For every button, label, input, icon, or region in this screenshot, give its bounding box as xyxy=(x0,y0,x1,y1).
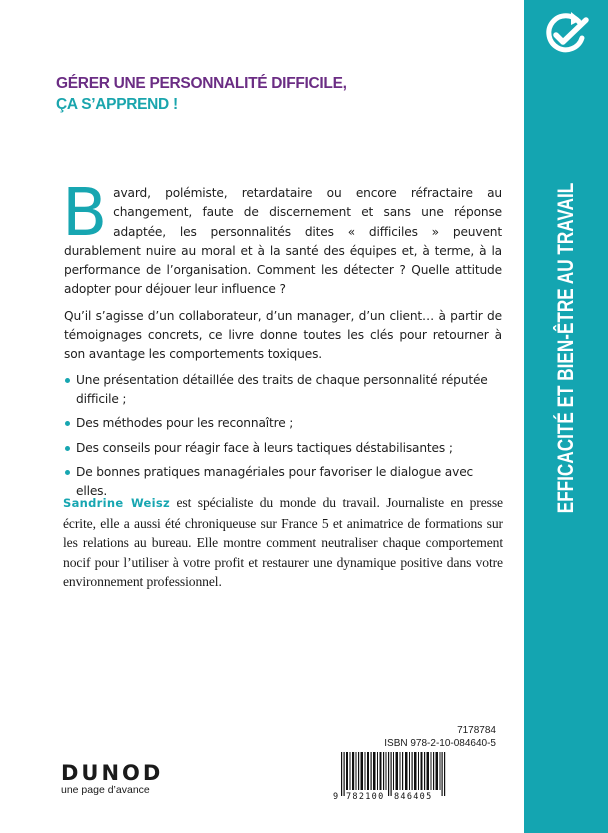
product-code: 7178784 xyxy=(457,725,496,736)
intro-text: avard, polémiste, retardataire ou encore réfractaire au changement, faute de discernement et sans une réponse adaptée, les personnalités dites « difficiles » peuvent durablement nuire au moral et à la santé des équipes et, à terme, à la performance de l’organisation. Comment les détecter ? Quelle attitude adopter pour déjouer leur influence ? xyxy=(64,186,502,297)
book-codes xyxy=(384,724,496,750)
author-bio xyxy=(63,493,503,592)
circular-arrow-check-icon xyxy=(539,8,591,60)
headline-line-2: ÇA S’APPREND ! xyxy=(56,96,178,113)
list-item: De bonnes pratiques managériales pour favoriser le dialogue avec elles. xyxy=(64,463,502,502)
second-paragraph: Qu’il s’agisse d’un collaborateur, d’un manager, d’un client… à partir de témoignages concrets, ce livre donne toutes les clés pour retourner à son avantage les comportements toxiques. xyxy=(64,308,502,362)
author-name: Sandrine Weisz xyxy=(63,496,170,510)
publisher-logo xyxy=(61,762,163,796)
barcode-icon xyxy=(333,752,458,802)
series-band xyxy=(524,0,608,833)
publisher-name: DUNOD xyxy=(61,761,164,785)
barcode-digits-1: 782100 xyxy=(346,792,385,802)
list-item: Des conseils pour réagir face à leurs tactiques déstabilisantes ; xyxy=(64,439,502,458)
series-title: EFFICACITÉ ET BIEN-ÊTRE AU TRAVAIL xyxy=(553,182,578,514)
barcode-digits-2: 846405 xyxy=(394,792,433,802)
headline-line-1: GÉRER UNE PERSONNALITÉ DIFFICILE, xyxy=(56,75,347,92)
list-item: Des méthodes pour les reconnaître ; xyxy=(64,414,502,433)
headline xyxy=(56,73,347,115)
barcode-digit-first: 9 xyxy=(333,792,339,802)
intro-paragraph xyxy=(62,174,502,300)
feature-list xyxy=(64,371,502,502)
publisher-tagline: une page d’avance xyxy=(61,784,150,796)
barcode xyxy=(333,752,458,802)
list-item: Une présentation détaillée des traits de chaque personnalité réputée difficile ; xyxy=(64,371,502,410)
isbn: ISBN 978-2-10-084640-5 xyxy=(384,738,496,749)
author-bio-text: est spécialiste du monde du travail. Journaliste en presse écrite, elle a aussi été chroniqueuse sur France 5 et animatrice de formations sur les relations au bureau. Elle montre comment neutraliser chaque comportement nocif pour l’utiliser à votre profit et restaurer une dynamique positive dans votre environnement professionnel. xyxy=(63,495,503,589)
drop-cap: B xyxy=(62,174,108,251)
description xyxy=(62,174,502,506)
